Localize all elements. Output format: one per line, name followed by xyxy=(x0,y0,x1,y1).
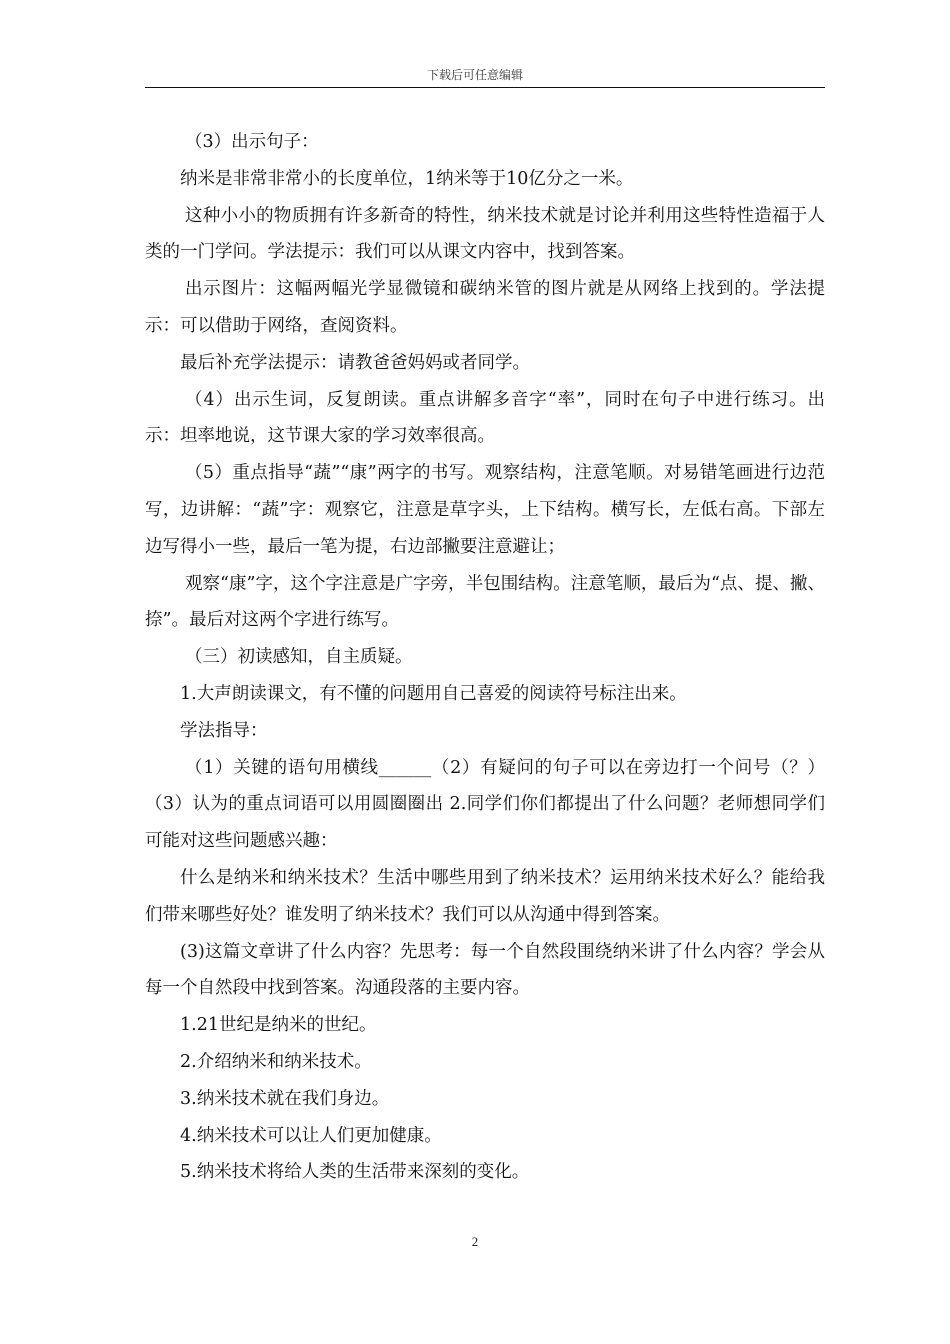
paragraph: （1）关键的语句用横线______（2）有疑问的句子可以在旁边打一个问号（？）（3）认为的重点词语可以用圆圈圈出 2.同学们你们都提出了什么问题？老师想同学们可能对这些问题感兴趣： xyxy=(145,757,825,852)
list-item: 2.介绍纳米和纳米技术。 xyxy=(180,1051,372,1072)
document-body xyxy=(145,124,825,1191)
section-heading: （三）初读感知，自主质疑。 xyxy=(185,647,413,668)
page-number: 2 xyxy=(471,1234,479,1249)
paragraph: 最后补充学法提示：请教爸爸妈妈或者同学。 xyxy=(180,352,530,373)
list-item: 1.21世纪是纳米的世纪。 xyxy=(180,1015,377,1036)
paragraph: 观察“康”字，这个字注意是广字旁，半包围结构。注意笔顺，最后为“点、提、撇、捺”。最后对这两个字进行练写。 xyxy=(145,573,825,631)
paragraph: （4）出示生词，反复朗读。重点讲解多音字“率”，同时在句子中进行练习。出示：坦率地说，这节课大家的学习效率很高。 xyxy=(145,389,825,447)
paragraph: 出示图片：这幅两幅光学显微镜和碳纳米管的图片就是从网络上找到的。学法提示：可以借助于网络，查阅资料。 xyxy=(145,279,825,336)
list-item: 3.纳米技术就在我们身边。 xyxy=(180,1088,390,1109)
paragraph: 这种小小的物质拥有许多新奇的特性，纳米技术就是讨论并利用这些特性造福于人类的一门学问。学法提示：我们可以从课文内容中，找到答案。 xyxy=(145,205,825,263)
paragraph: （3）出示句子： xyxy=(185,132,319,152)
paragraph: 纳米是非常非常小的长度单位，1纳米等于10亿分之一米。 xyxy=(180,168,634,189)
list-item: 5.纳米技术将给人类的生活带来深刻的变化。 xyxy=(180,1162,530,1183)
paragraph: (3)这篇文章讲了什么内容？先思考：每一个自然段围绕纳米讲了什么内容？学会从每一个自然段中找到答案。沟通段落的主要内容。 xyxy=(145,941,825,999)
paragraph: 什么是纳米和纳米技术？生活中哪些用到了纳米技术？运用纳米技术好么？能给我们带来哪些好处？谁发明了纳米技术？我们可以从沟通中得到答案。 xyxy=(145,867,825,925)
paragraph: 学法指导： xyxy=(180,720,268,741)
page-header: 下载后可任意编辑 xyxy=(426,68,523,82)
paragraph: 1.大声朗读课文，有不懂的问题用自己喜爱的阅读符号标注出来。 xyxy=(180,683,687,704)
paragraph: （5）重点指导“蔬”“康”两字的书写。观察结构，注意笔顺。对易错笔画进行边范写，边讲解：“蔬”字：观察它，注意是草字头，上下结构。横写长，左低右高。下部左边写得小一些，最后一笔为提，右边部撇要注意避让； xyxy=(145,463,825,557)
header-divider xyxy=(145,87,825,88)
list-item: 4.纳米技术可以让人们更加健康。 xyxy=(180,1125,442,1146)
